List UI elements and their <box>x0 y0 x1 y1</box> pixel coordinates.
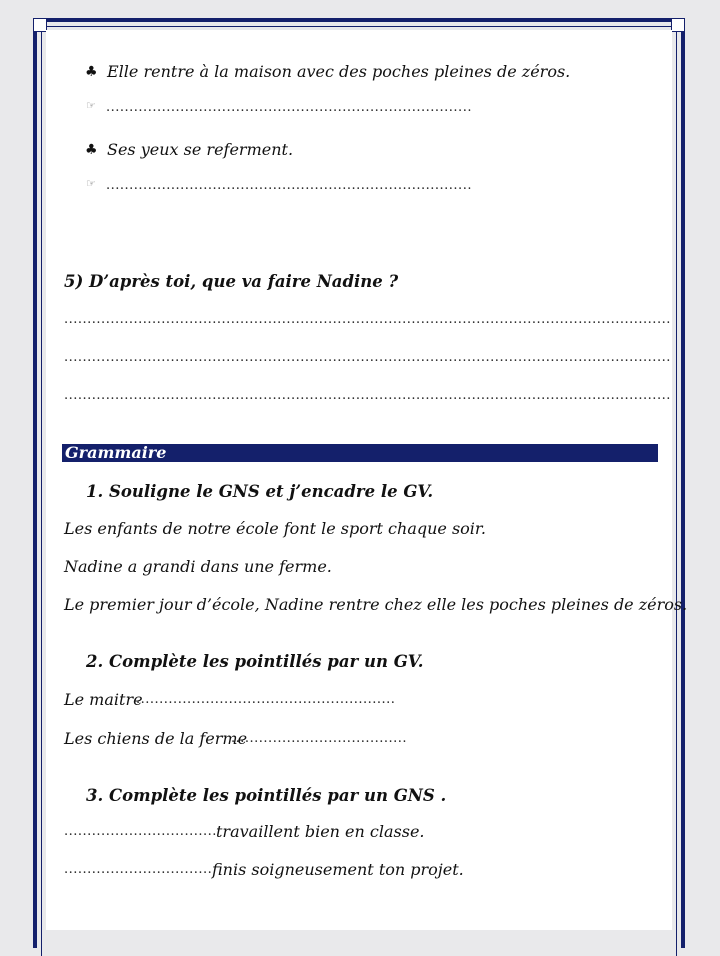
exercise-1-line-3: Le premier jour d’école, Nadine rentre chez elle les poches pleines de zéros. <box>64 595 688 614</box>
exercise-2-title: 2. Complète les pointillés par un GV. <box>86 652 424 671</box>
answer-dots-1: ............................................................................... <box>106 100 472 115</box>
exercise-1-title: 1. Souligne le GNS et j’encadre le GV. <box>86 482 434 501</box>
exercise-2-line-2-dots: ...................................... <box>231 731 408 746</box>
pointing-hand-icon: ☞ <box>86 177 96 190</box>
border-corner-ornament <box>671 18 685 32</box>
exercise-3-line-1-suffix: travaillent bien en classe. <box>216 822 425 841</box>
answer-dots-2: ............................................................................... <box>106 178 472 193</box>
exercise-3-line-2-suffix: finis soigneusement ton projet. <box>212 860 464 879</box>
question-5-dots-2: ................................................................................................................................... <box>64 350 671 365</box>
exercise-2-line-1-dots: ........................................................ <box>136 692 396 707</box>
section-title: Grammaire <box>65 443 167 462</box>
exercise-1-line-1: Les enfants de notre école font le sport chaque soir. <box>64 519 486 538</box>
exercise-3-line-1-dots: ................................. <box>64 824 217 839</box>
exercise-2-line-2-prefix: Les chiens de la ferme <box>64 729 248 748</box>
club-bullet-icon: ♣ <box>85 64 98 80</box>
section-banner <box>62 444 658 462</box>
border-corner-ornament <box>33 18 47 32</box>
question-5-dots-3: ................................................................................................................................... <box>64 388 671 403</box>
exercise-3-line-2-dots: ................................ <box>64 862 213 877</box>
question-5-dots-1: ................................................................................................................................... <box>64 312 671 327</box>
exercise-3-title: 3. Complète les pointillés par un GNS . <box>86 786 447 805</box>
question-5-title: 5) D’après toi, que va faire Nadine ? <box>64 272 399 291</box>
sentence-1: Elle rentre à la maison avec des poches pleines de zéros. <box>107 62 571 81</box>
exercise-2-line-1-prefix: Le maitre <box>64 690 143 709</box>
pointing-hand-icon: ☞ <box>86 99 96 112</box>
sentence-2: Ses yeux se referment. <box>107 140 294 159</box>
exercise-1-line-2: Nadine a grandi dans une ferme. <box>64 557 332 576</box>
club-bullet-icon: ♣ <box>85 142 98 158</box>
